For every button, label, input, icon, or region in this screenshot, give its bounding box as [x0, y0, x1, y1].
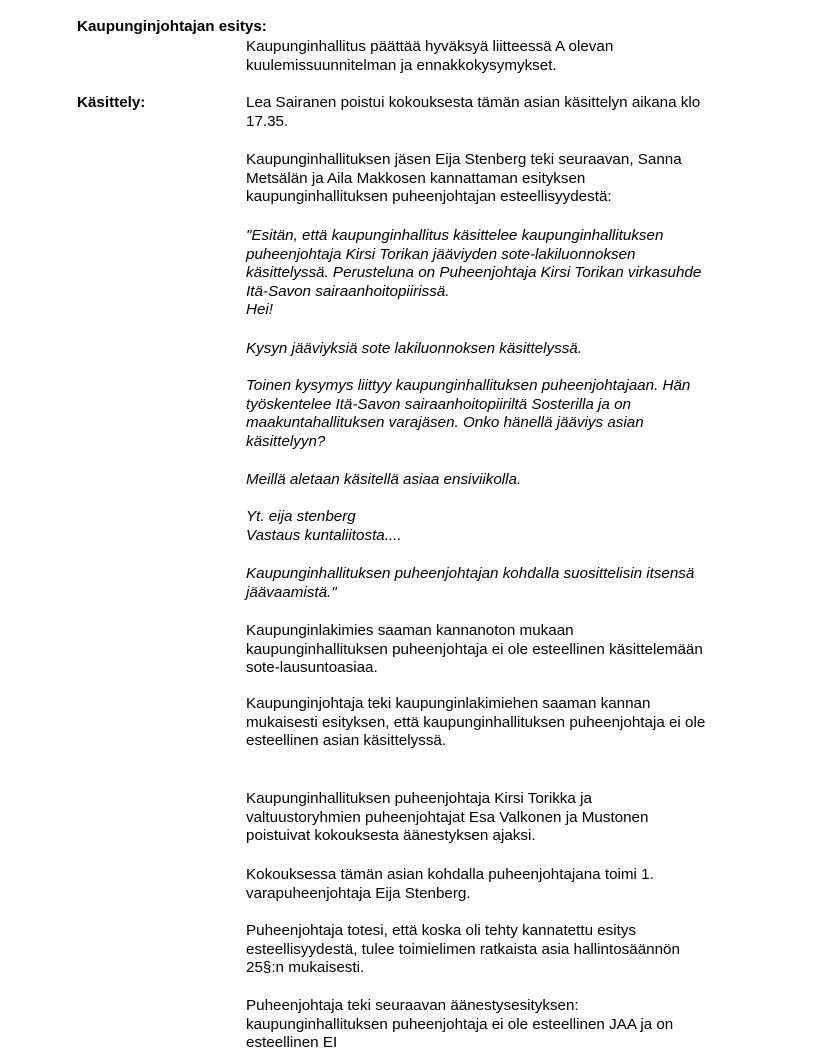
- text-line: 17.35.: [246, 112, 289, 130]
- paragraph: [246, 340, 746, 359]
- paragraph: [246, 695, 746, 751]
- text-line: "Esitän, että kaupunginhallitus käsittelee kaupunginhallituksen: [246, 227, 664, 244]
- text-line: Kysyn jääviyksiä sote lakiluonnoksen käsittelyssä.: [246, 340, 582, 357]
- paragraph: [246, 997, 746, 1053]
- paragraph: [246, 38, 746, 75]
- text-line: Toinen kysymys liittyy kaupunginhallituksen puheenjohtajaan. Hän: [246, 377, 691, 394]
- paragraph: [246, 922, 746, 978]
- text-line: Vastaus kuntaliitosta....: [246, 526, 402, 544]
- text-line: työskentelee Itä-Savon sairaanhoitopiiriltä Sosterilla ja on: [246, 395, 631, 413]
- text-line: maakuntahallituksen varajäsen. Onko hänellä jääviys asian: [246, 414, 644, 431]
- paragraph: [246, 508, 746, 545]
- paragraph: [246, 565, 746, 602]
- paragraph: [246, 94, 746, 131]
- paragraph: [246, 377, 746, 451]
- text-line: kuulemissuunnitelman ja ennakkokysymykset.: [246, 56, 557, 74]
- text-line: puheenjohtaja Kirsi Torikan jääviyden sote-lakiluonnoksen: [246, 245, 636, 263]
- text-line: Kaupunginhallitus päättää hyväksyä liitteessä A olevan: [246, 38, 614, 55]
- text-line: Kaupunginhallituksen jäsen Eija Stenberg teki seuraavan, Sanna: [246, 151, 682, 168]
- text-line: kaupunginhallituksen puheenjohtajan esteellisyydestä:: [246, 188, 612, 205]
- text-line: Kaupunginlakimies saaman kannanoton mukaan: [246, 622, 574, 639]
- text-line: kaupunginhallituksen puheenjohtaja ei ole esteellinen käsittelemään: [246, 640, 703, 658]
- text-line: 25§:n mukaisesti.: [246, 959, 365, 976]
- text-line: Itä-Savon sairaanhoitopiirissä.: [246, 282, 450, 300]
- text-line: Puheenjohtaja totesi, että koska oli tehty kannatettu esitys: [246, 922, 637, 939]
- heading-kasittely: Käsittely:: [77, 94, 146, 111]
- paragraph: [246, 790, 746, 846]
- text-line: varapuheenjohtaja Eija Stenberg.: [246, 884, 471, 902]
- text-line: Hei!: [246, 301, 274, 318]
- text-line: sote-lausuntoasiaa.: [246, 659, 378, 676]
- text-line: valtuustoryhmien puheenjohtajat Esa Valkonen ja Mustonen: [246, 808, 649, 826]
- text-line: Puheenjohtaja teki seuraavan äänestysesityksen:: [246, 997, 579, 1014]
- text-line: Metsälän ja Aila Makkosen kannattaman esityksen: [246, 169, 586, 187]
- text-line: jäävaamistä.": [246, 583, 337, 601]
- text-line: Kokouksessa tämän asian kohdalla puheenjohtajana toimi 1.: [246, 866, 654, 883]
- paragraph: [246, 471, 746, 490]
- paragraph: [246, 866, 746, 903]
- text-line: Kaupunginjohtaja teki kaupunginlakimiehen saaman kannan: [246, 695, 651, 712]
- paragraph: [246, 151, 746, 207]
- text-line: Meillä aletaan käsitellä asiaa ensiviikolla.: [246, 471, 522, 488]
- text-line: esteellisyydestä, tulee toimielimen ratkaista asia hallintosäännön: [246, 940, 680, 958]
- text-line: Yt. eija stenberg: [246, 508, 356, 525]
- heading-esitys: Kaupunginjohtajan esitys:: [77, 18, 267, 35]
- paragraph: [246, 227, 746, 320]
- text-line: mukaisesti esityksen, että kaupunginhallituksen puheenjohtaja ei ole: [246, 713, 706, 731]
- paragraph: [246, 622, 746, 678]
- text-line: esteellinen EI: [246, 1034, 338, 1051]
- text-line: Kaupunginhallituksen puheenjohtaja Kirsi Torikka ja: [246, 790, 592, 807]
- text-line: kaupunginhallituksen puheenjohtaja ei ole esteellinen JAA ja on: [246, 1015, 674, 1033]
- text-line: Lea Sairanen poistui kokouksesta tämän asian käsittelyn aikana klo: [246, 94, 701, 111]
- text-line: käsittelyyn?: [246, 432, 326, 450]
- text-line: Kaupunginhallituksen puheenjohtajan kohdalla suosittelisin itsensä: [246, 565, 695, 582]
- text-line: poistuivat kokouksesta äänestyksen ajaksi.: [246, 827, 536, 844]
- text-line: käsittelyssä. Perusteluna on Puheenjohtaja Kirsi Torikan virkasuhde: [246, 264, 702, 281]
- text-line: esteellinen asian käsittelyssä.: [246, 732, 447, 749]
